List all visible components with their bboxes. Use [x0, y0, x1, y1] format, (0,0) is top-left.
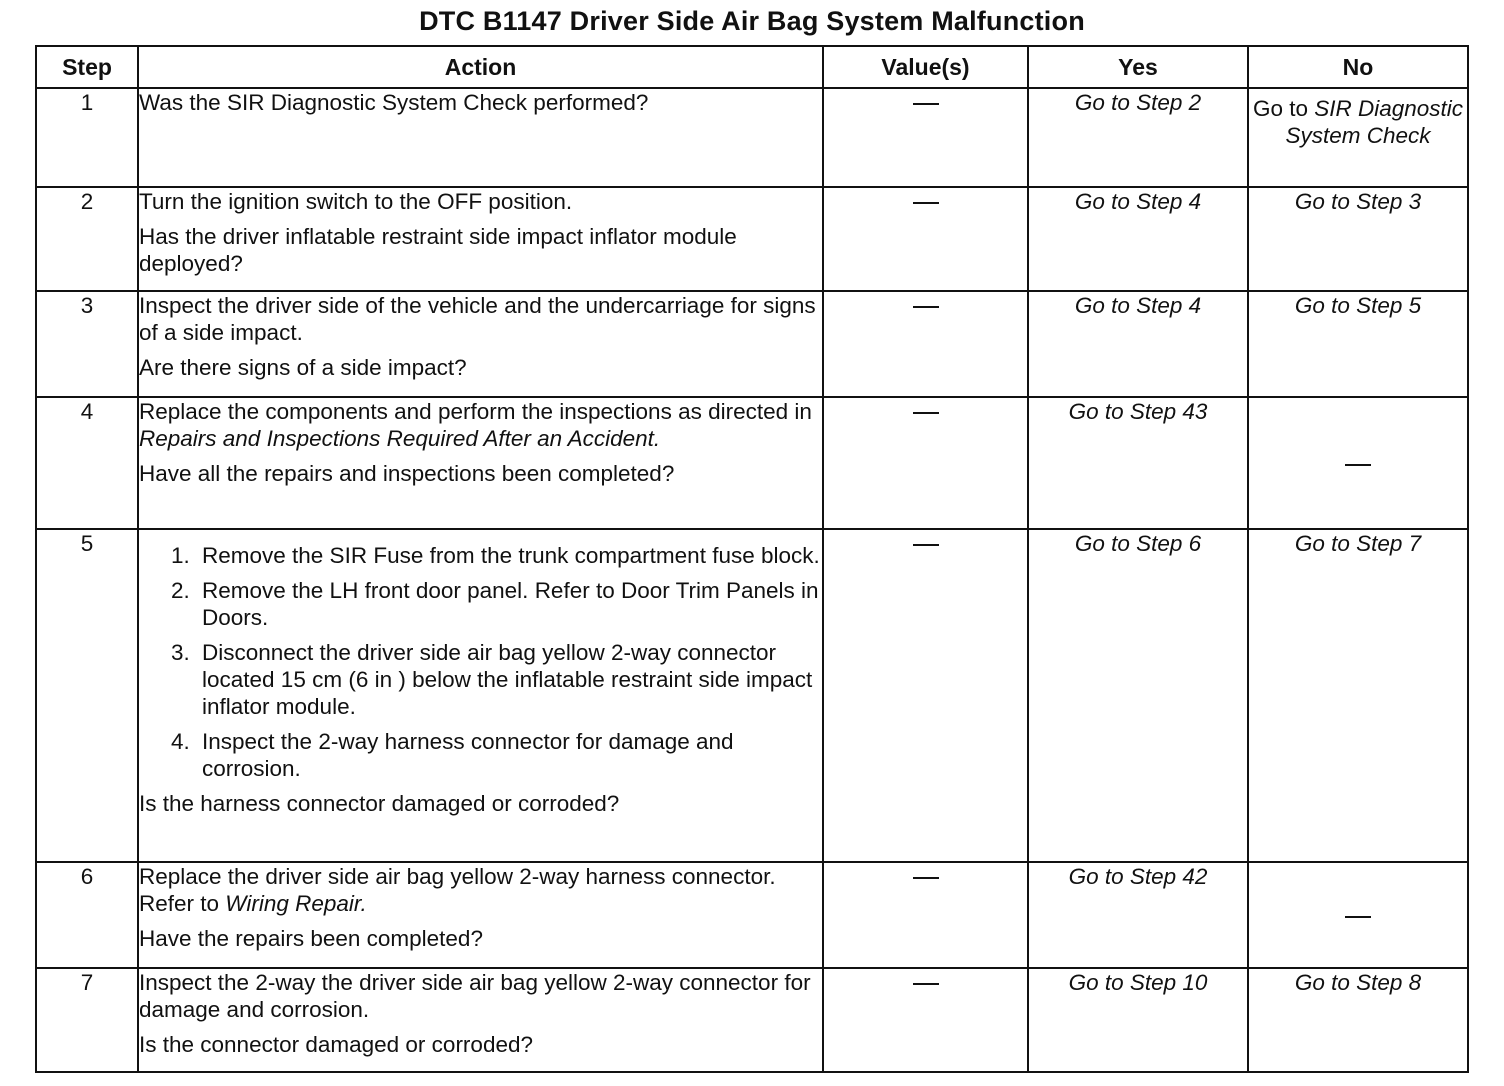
value-cell	[823, 862, 1028, 968]
header-step: Step	[36, 46, 138, 88]
table-row	[36, 88, 1468, 187]
no-cell: Go to Step 8	[1248, 968, 1468, 1072]
header-no: No	[1248, 46, 1468, 88]
yes-cell: Go to Step 2	[1028, 88, 1248, 187]
diagnostic-table	[35, 45, 1469, 1073]
value-cell	[823, 291, 1028, 397]
list-item: 3. Disconnect the driver side air bag yellow 2-way connector located 15 cm (6 in ) below the inflatable restraint side impact inflator module.	[196, 639, 822, 720]
table-row	[36, 187, 1468, 291]
action-text-pre: Replace the driver side air bag yellow 2-way harness connector. Refer to	[139, 864, 776, 916]
yes-cell: Go to Step 4	[1028, 291, 1248, 397]
value-cell	[823, 187, 1028, 291]
action-cell	[138, 88, 823, 187]
value-dash	[913, 544, 939, 546]
no-cell: Go to Step 7	[1248, 529, 1468, 862]
action-reference: Repairs and Inspections Required After an Accident.	[139, 426, 661, 451]
step-number: 7	[36, 968, 138, 1072]
yes-cell: Go to Step 42	[1028, 862, 1248, 968]
header-row	[36, 46, 1468, 88]
action-cell	[138, 291, 823, 397]
table-row	[36, 968, 1468, 1072]
action-cell	[138, 968, 823, 1072]
action-question: Are there signs of a side impact?	[139, 355, 467, 380]
no-cell	[1248, 397, 1468, 529]
no-prefix: Go to	[1252, 96, 1308, 121]
action-text: Inspect the 2-way the driver side air bag yellow 2-way connector for damage and corrosion.	[139, 970, 811, 1022]
no-cell: Go to Step 5	[1248, 291, 1468, 397]
yes-cell: Go to Step 6	[1028, 529, 1248, 862]
value-dash	[913, 983, 939, 985]
value-dash	[913, 202, 939, 204]
action-cell	[138, 529, 823, 862]
list-item: 2. Remove the LH front door panel. Refer to Door Trim Panels in Doors.	[196, 577, 822, 631]
procedure-list	[139, 542, 822, 782]
value-dash	[913, 306, 939, 308]
step-number: 5	[36, 529, 138, 862]
page-title: DTC B1147 Driver Side Air Bag System Malfunction	[419, 6, 1085, 36]
no-cell: Go to Step 3	[1248, 187, 1468, 291]
list-item: 4. Inspect the 2-way harness connector for damage and corrosion.	[196, 728, 822, 782]
action-text: Inspect the driver side of the vehicle and the undercarriage for signs of a side impact.	[139, 293, 816, 345]
step-number: 3	[36, 291, 138, 397]
action-cell	[138, 862, 823, 968]
action-reference: Wiring Repair.	[225, 891, 367, 916]
action-question: Have the repairs been completed?	[139, 926, 483, 951]
action-text: Turn the ignition switch to the OFF position.	[139, 189, 573, 214]
no-link: SIR Diagnostic System Check	[1285, 96, 1464, 148]
action-question: Have all the repairs and inspections been completed?	[139, 461, 675, 486]
action-question: Is the connector damaged or corroded?	[139, 1032, 533, 1057]
value-cell	[823, 968, 1028, 1072]
action-text-pre: Replace the components and perform the inspections as directed in	[139, 399, 812, 424]
yes-cell: Go to Step 4	[1028, 187, 1248, 291]
list-item: 1. Remove the SIR Fuse from the trunk compartment fuse block.	[196, 542, 822, 569]
action-question: Has the driver inflatable restraint side impact inflator module deployed?	[139, 224, 737, 276]
no-dash	[1345, 464, 1371, 466]
table-row	[36, 397, 1468, 529]
step-number: 1	[36, 88, 138, 187]
action-text	[139, 863, 822, 917]
yes-cell: Go to Step 43	[1028, 397, 1248, 529]
action-text	[139, 398, 822, 452]
value-dash	[913, 412, 939, 414]
value-dash	[913, 877, 939, 879]
no-dash	[1345, 916, 1371, 918]
value-cell	[823, 529, 1028, 862]
table-row	[36, 529, 1468, 862]
action-text: Was the SIR Diagnostic System Check performed?	[139, 90, 649, 115]
table-row	[36, 862, 1468, 968]
header-values: Value(s)	[823, 46, 1028, 88]
step-number: 6	[36, 862, 138, 968]
value-dash	[913, 103, 939, 105]
action-cell	[138, 187, 823, 291]
step-number: 4	[36, 397, 138, 529]
no-cell	[1248, 88, 1468, 187]
table-row	[36, 291, 1468, 397]
yes-cell: Go to Step 10	[1028, 968, 1248, 1072]
action-cell	[138, 397, 823, 529]
header-action: Action	[138, 46, 823, 88]
value-cell	[823, 397, 1028, 529]
no-cell	[1248, 862, 1468, 968]
step-number: 2	[36, 187, 138, 291]
action-question: Is the harness connector damaged or corroded?	[139, 791, 620, 816]
value-cell	[823, 88, 1028, 187]
header-yes: Yes	[1028, 46, 1248, 88]
